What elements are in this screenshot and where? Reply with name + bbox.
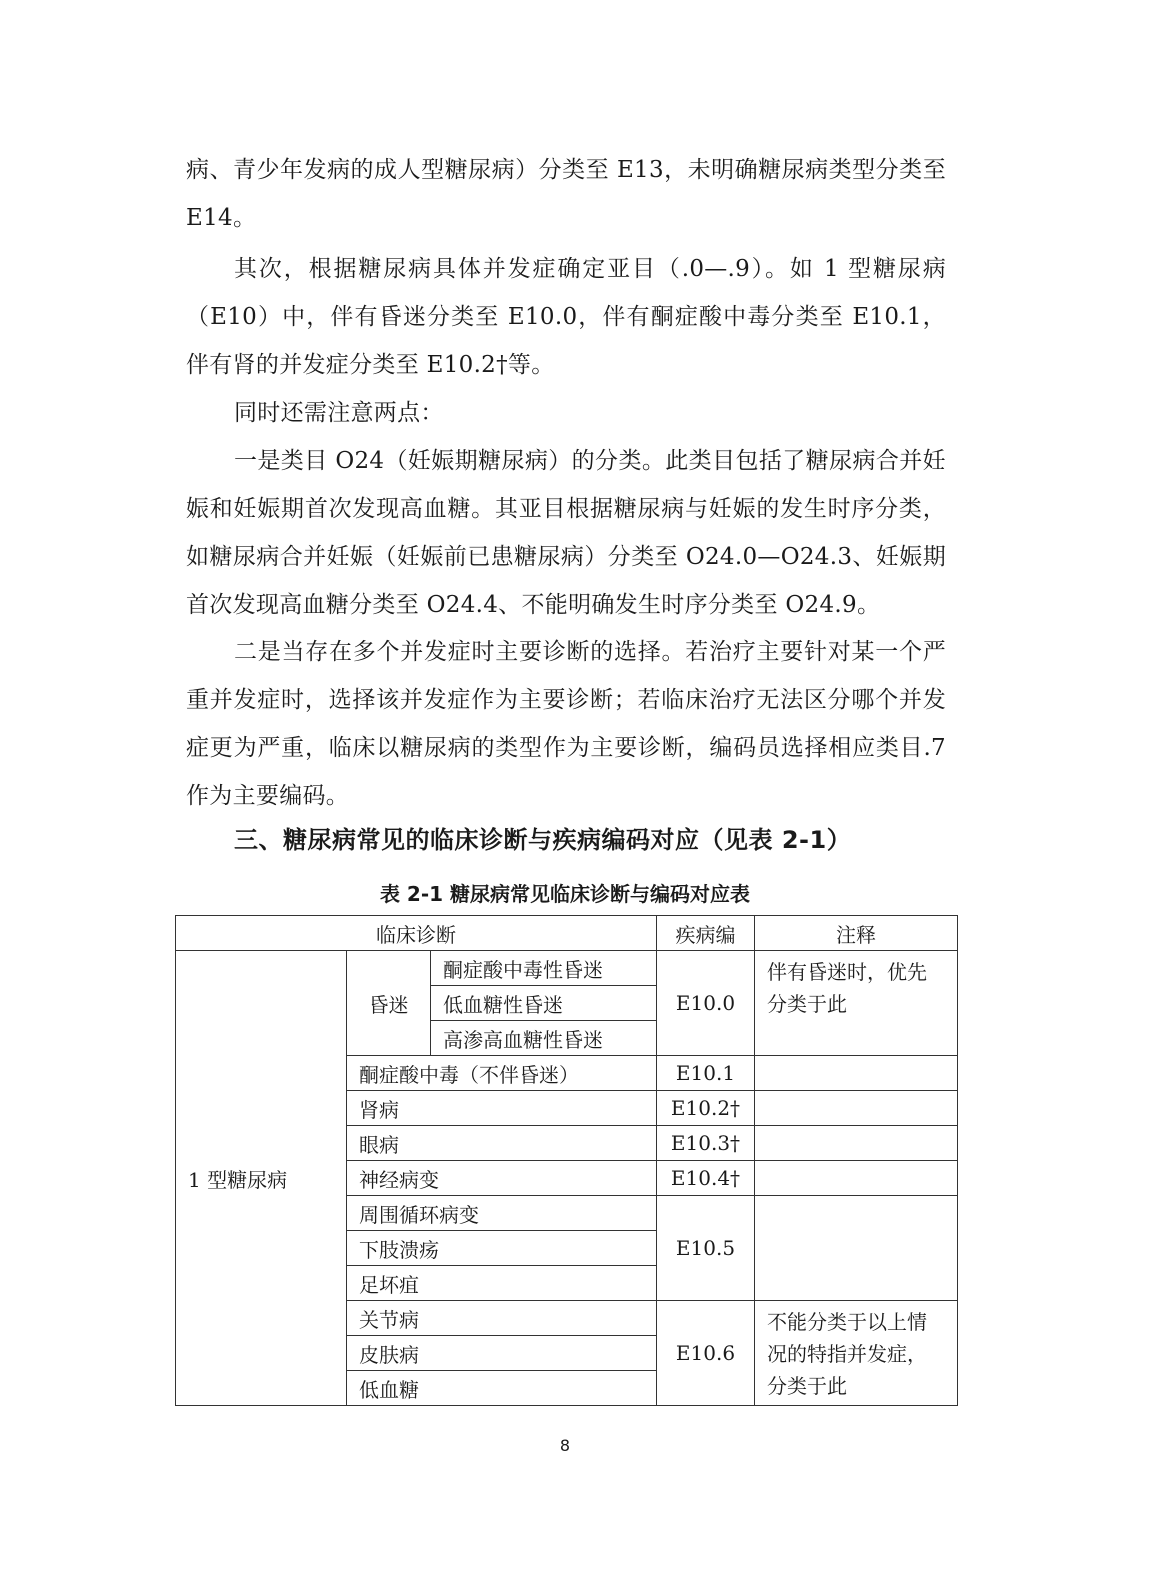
code-cell: E10.3†	[657, 1126, 755, 1161]
diagnosis-cell: 足坏疽	[347, 1266, 657, 1301]
header-clinical-diagnosis: 临床诊断	[176, 916, 657, 951]
page-number: 8	[559, 1436, 571, 1455]
coma-item: 低血糖性昏迷	[431, 986, 657, 1021]
coma-item: 酮症酸中毒性昏迷	[431, 951, 657, 986]
note-cell-empty	[755, 1126, 958, 1161]
note-cell-empty	[755, 1056, 958, 1091]
paragraph-3: 同时还需注意两点：	[234, 400, 444, 426]
note-cell-empty	[755, 1091, 958, 1126]
diagnosis-code-table	[175, 915, 958, 1406]
code-cell: E10.1	[657, 1056, 755, 1091]
diagnosis-cell: 下肢溃疡	[347, 1231, 657, 1266]
note-e10-6: 不能分类于以上情况的特指并发症，分类于此	[755, 1301, 958, 1406]
diagnosis-cell: 肾病	[347, 1091, 657, 1126]
table-row	[176, 951, 958, 986]
diagnosis-cell: 皮肤病	[347, 1336, 657, 1371]
note-e10-0: 伴有昏迷时，优先分类于此	[755, 951, 958, 1056]
diagnosis-cell: 眼病	[347, 1126, 657, 1161]
note-cell-empty	[755, 1161, 958, 1196]
table-header-row	[176, 916, 958, 951]
header-disease-code: 疾病编	[657, 916, 755, 951]
note-cell-empty	[755, 1196, 958, 1301]
code-cell: E10.2†	[657, 1091, 755, 1126]
diagnosis-cell: 周围循环病变	[347, 1196, 657, 1231]
code-cell: E10.4†	[657, 1161, 755, 1196]
code-e10-6: E10.6	[657, 1301, 755, 1406]
paragraph-4: 一是类目 O24（妊娠期糖尿病）的分类。此类目包括了糖尿病合并妊娠和妊娠期首次发现高血糖。其亚目根据糖尿病与妊娠的发生时序分类，如糖尿病合并妊娠（妊娠前已患糖尿病）分类至 O24.0—O24.3、妊娠期首次发现高血糖分类至 O24.4、不能明确发生时序分类至 O24.9。	[186, 448, 946, 618]
code-e10-5: E10.5	[657, 1196, 755, 1301]
code-e10-0: E10.0	[657, 951, 755, 1056]
header-notes: 注释	[755, 916, 958, 951]
diagnosis-cell: 关节病	[347, 1301, 657, 1336]
paragraph-1: 病、青少年发病的成人型糖尿病）分类至 E13，未明确糖尿病类型分类至 E14。	[186, 157, 946, 231]
coma-item: 高渗高血糖性昏迷	[431, 1021, 657, 1056]
type1-diabetes-cell: 1 型糖尿病	[176, 951, 347, 1406]
table-caption: 表 2-1 糖尿病常见临床诊断与编码对应表	[379, 882, 751, 906]
paragraph-2: 其次，根据糖尿病具体并发症确定亚目（.0—.9）。如 1 型糖尿病（E10）中，伴有昏迷分类至 E10.0，伴有酮症酸中毒分类至 E10.1，伴有肾的并发症分类至 E10.2†等。	[186, 256, 946, 378]
diagnosis-cell: 神经病变	[347, 1161, 657, 1196]
coma-cell: 昏迷	[347, 951, 431, 1056]
diagnosis-cell: 低血糖	[347, 1371, 657, 1406]
section-heading: 三、糖尿病常见的临床诊断与疾病编码对应（见表 2-1）	[234, 826, 852, 854]
diagnosis-cell: 酮症酸中毒（不伴昏迷）	[347, 1056, 657, 1091]
paragraph-5: 二是当存在多个并发症时主要诊断的选择。若治疗主要针对某一个严重并发症时，选择该并发症作为主要诊断；若临床治疗无法区分哪个并发症更为严重，临床以糖尿病的类型作为主要诊断，编码员选择相应类目.7 作为主要编码。	[186, 639, 946, 809]
